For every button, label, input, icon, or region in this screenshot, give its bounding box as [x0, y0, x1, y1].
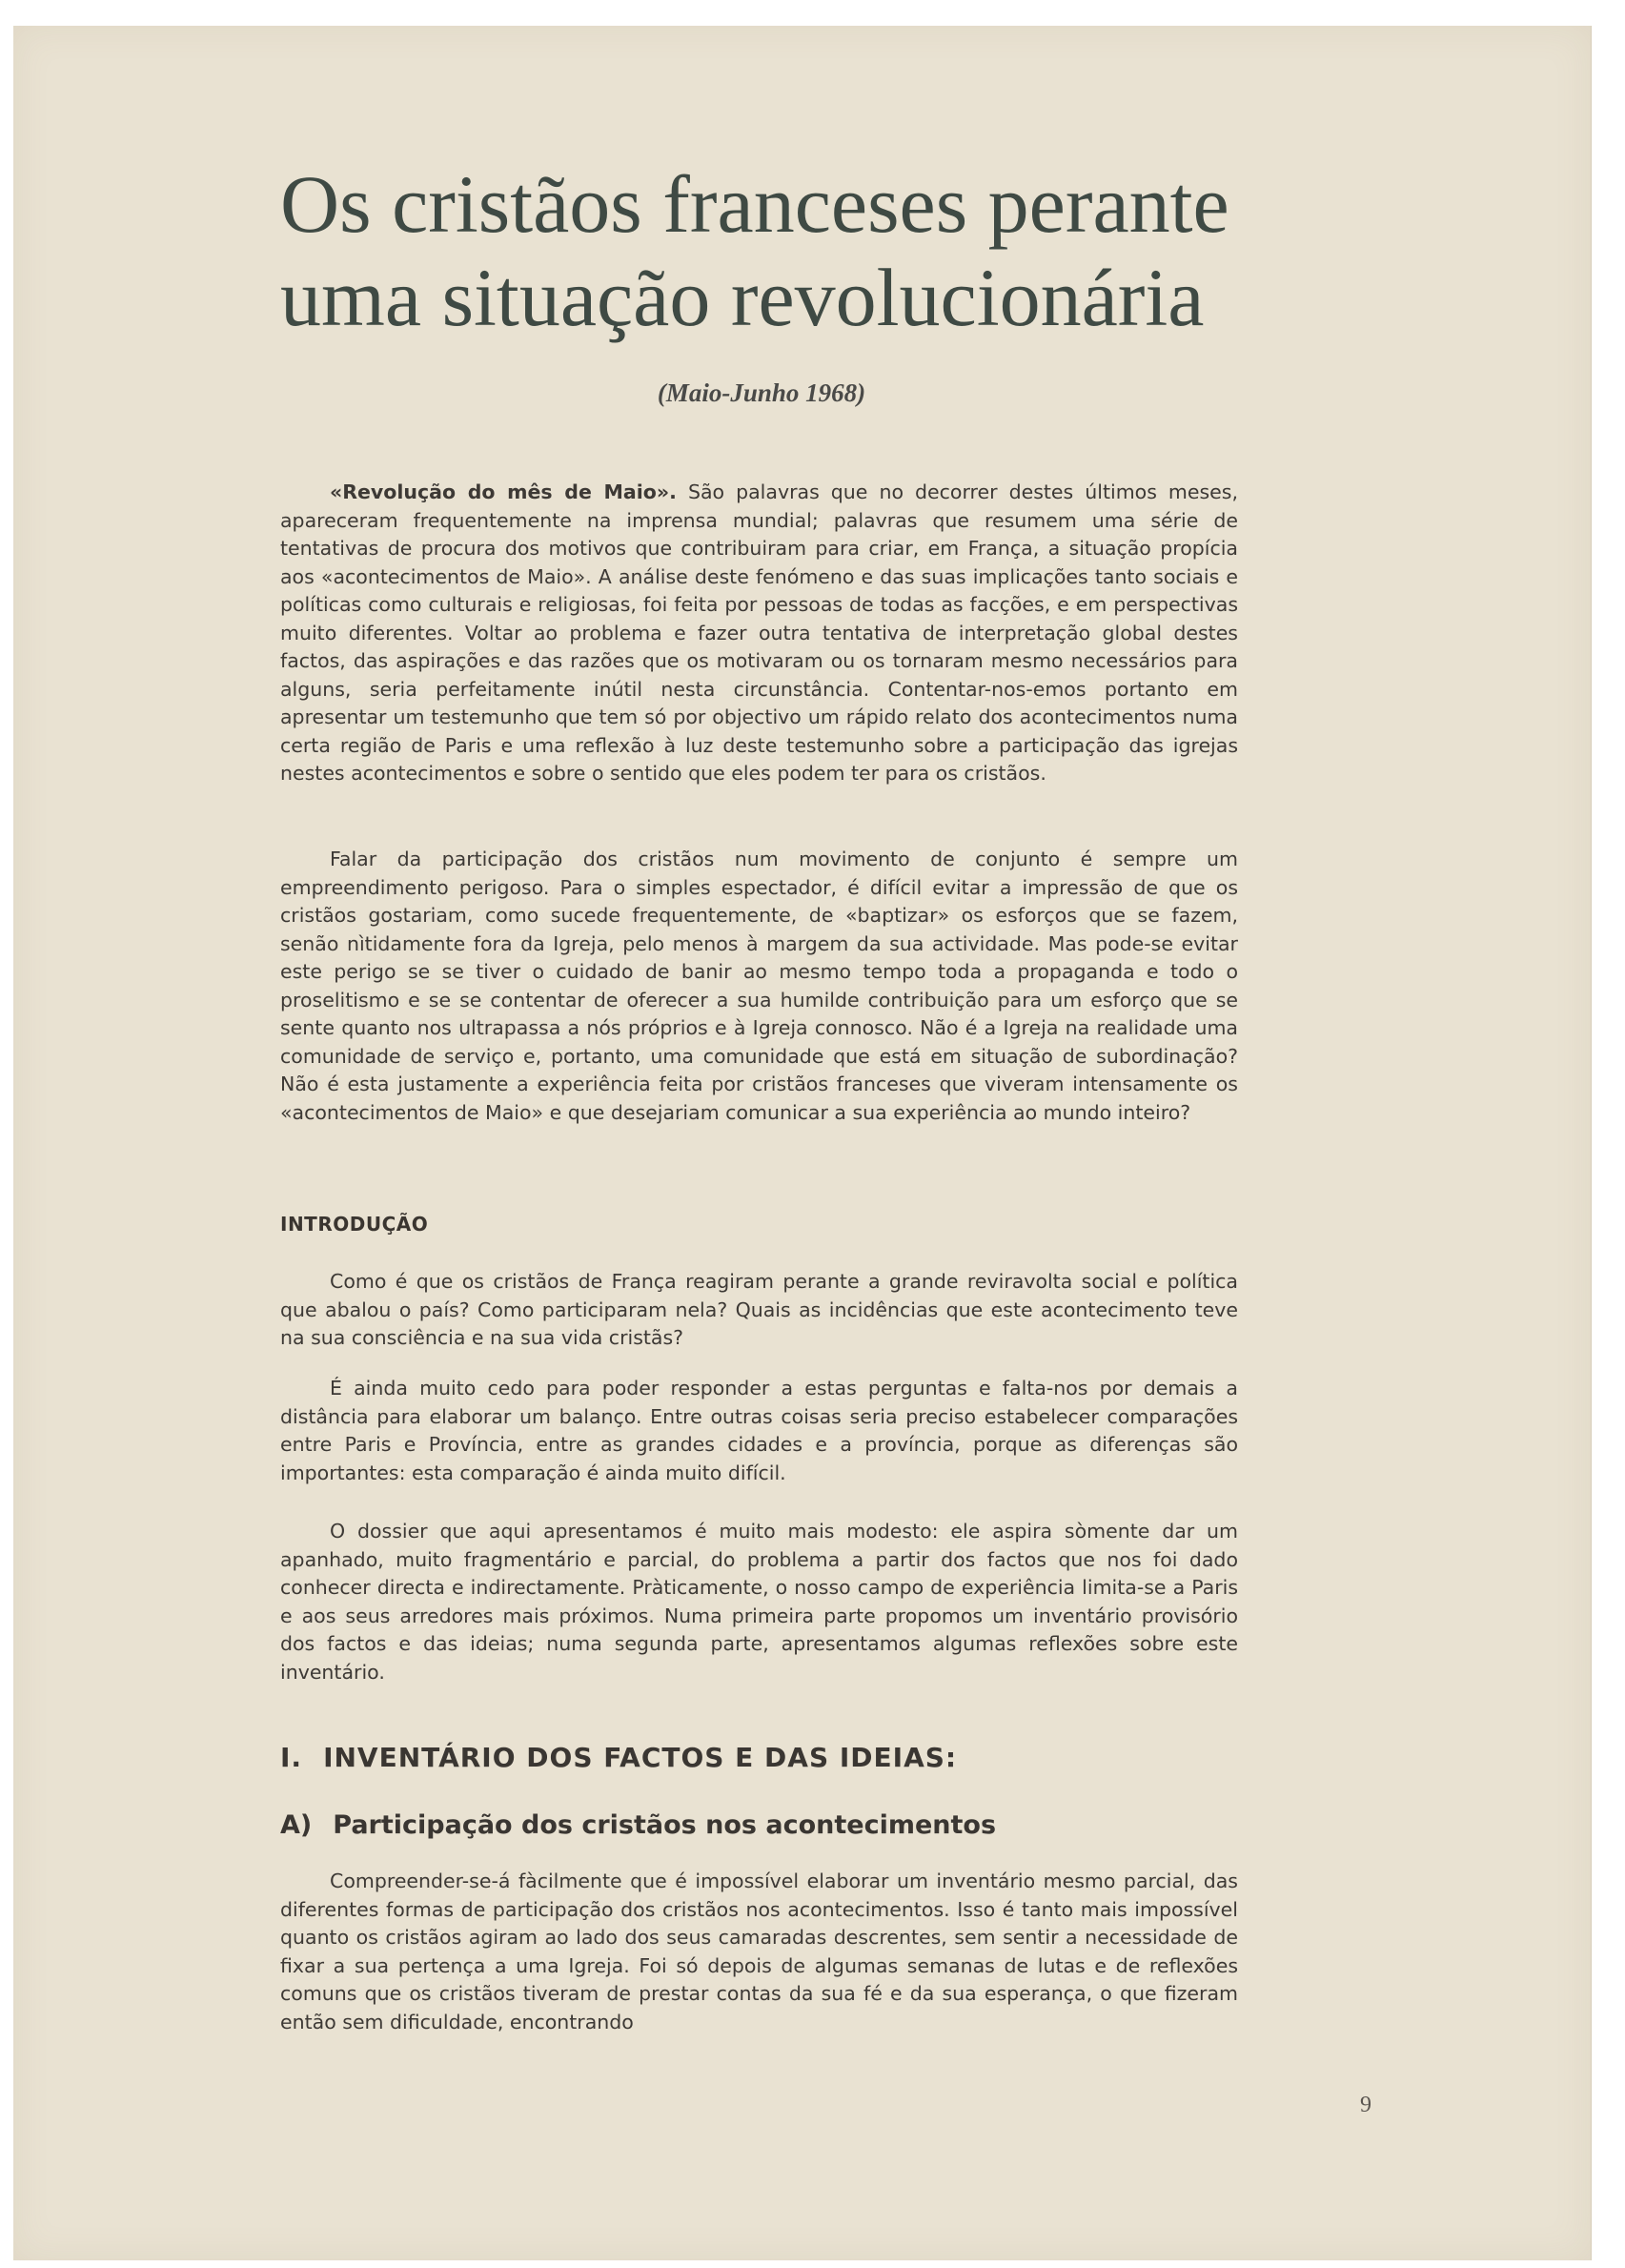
paper-sheet	[13, 26, 1592, 2260]
title-line-1: Os cristãos franceses perante	[280, 158, 1229, 250]
section-number: I.	[280, 1742, 303, 1773]
paragraph-2: Falar da participação dos cristãos num movimento de conjunto é sempre um empreendimento perigoso. Para o simples espectador, é difícil evitar a impressão de que os cristãos gostariam, como sucede frequentemente, de «baptizar» os esforços que se fazem, senão nìtidamente fora da Igreja, pelo menos à margem da sua actividade. Mas pode-se evitar este perigo se se tiver o cuidado de banir ao mesmo tempo toda a propaganda e todo o proselitismo e se se contentar de oferecer a sua humilde contribuição para um esforço que se sente quanto nos ultrapassa a nós próprios e à Igreja connosco. Não é a Igreja na realidade uma comunidade de serviço e, portanto, uma comunidade que está em situação de subordinação? Não é esta justamente a experiência feita por cristãos franceses que viveram intensamente os «acontecimentos de Maio» e que desejariam comunicar a sua experiência ao mundo inteiro?	[280, 848, 1238, 1124]
paragraph-1-text: São palavras que no decorrer destes últimos meses, apareceram frequentemente na imprensa mundial; palavras que resumem uma série de tentativas de procura dos motivos que contribuiram para criar, em França, a situação propícia aos «acontecimentos de Maio». A análise deste fenómeno e das suas implicações tanto sociais e políticas como culturais e religiosas, foi feita por pessoas de todas as facções, e em perspectivas muito diferentes. Voltar ao problema e fazer outra tentativa de interpretação global destes factos, das aspirações e das razões que os motivaram ou os tornaram mesmo necessários para alguns, seria perfeitamente inútil nesta circunstância. Contentar-nos-emos portanto em apresentar um testemunho que tem só por objectivo um rápido relato dos acontecimentos numa certa região de Paris e uma reflexão à luz deste testemunho sobre a participação das igrejas nestes acontecimentos e sobre o sentido que eles podem ter para os cristãos.	[280, 480, 1238, 785]
section-heading	[280, 1742, 957, 1773]
paragraph-4: É ainda muito cedo para poder responder a estas perguntas e falta-nos por demais a distância para elaborar um balanço. Entre outras coisas seria preciso estabelecer comparações entre Paris e Província, entre as grandes cidades e a província, porque as diferenças são importantes: esta comparação é ainda muito difícil.	[280, 1377, 1238, 1484]
paragraph-1	[280, 479, 1238, 788]
section-title: INVENTÁRIO DOS FACTOS E DAS IDEIAS:	[323, 1742, 958, 1773]
introduction-heading: INTRODUÇÃO	[280, 1213, 429, 1236]
article-subtitle: (Maio-Junho 1968)	[657, 378, 866, 407]
subsection-letter: A)	[280, 1810, 313, 1840]
paragraph-5: O dossier que aqui apresentamos é muito mais modesto: ele aspira sòmente dar um apanhado, muito fragmentário e parcial, do problema a partir dos factos que nos foi dado conhecer directa e indirectamente. Pràticamente, o nosso campo de experiência limita-se a Paris e aos seus arredores mais próximos. Numa primeira parte propomos um inventário provisório dos factos e das ideias; numa segunda parte, apresentamos algumas reflexões sobre este inventário.	[280, 1520, 1238, 1684]
paragraph-3: Como é que os cristãos de França reagiram perante a grande reviravolta social e política que abalou o país? Como participaram nela? Quais as incidências que este acontecimento teve na sua consciência e na sua vida cristãs?	[280, 1270, 1238, 1349]
subsection-heading	[280, 1810, 996, 1840]
subsection-title: Participação dos cristãos nos acontecimentos	[333, 1810, 997, 1840]
paragraph-1-lead: «Revolução do mês de Maio».	[330, 480, 677, 503]
article-title	[280, 157, 1329, 344]
paragraph-6: Compreender-se-á fàcilmente que é impossível elaborar um inventário mesmo parcial, das diferentes formas de participação dos cristãos nos acontecimentos. Isso é tanto mais impossível quanto os cristãos agiram ao lado dos seus camaradas descrentes, sem sentir a necessidade de fixar a sua pertença a uma Igreja. Foi só depois de algumas semanas de lutas e de reflexões comuns que os cristãos tiveram de prestar contas da sua fé e da sua esperança, o que fizeram então sem dificuldade, encontrando	[280, 1870, 1238, 2033]
page-number: 9	[1360, 2093, 1371, 2117]
title-line-2: uma situação revolucionária	[280, 252, 1205, 343]
